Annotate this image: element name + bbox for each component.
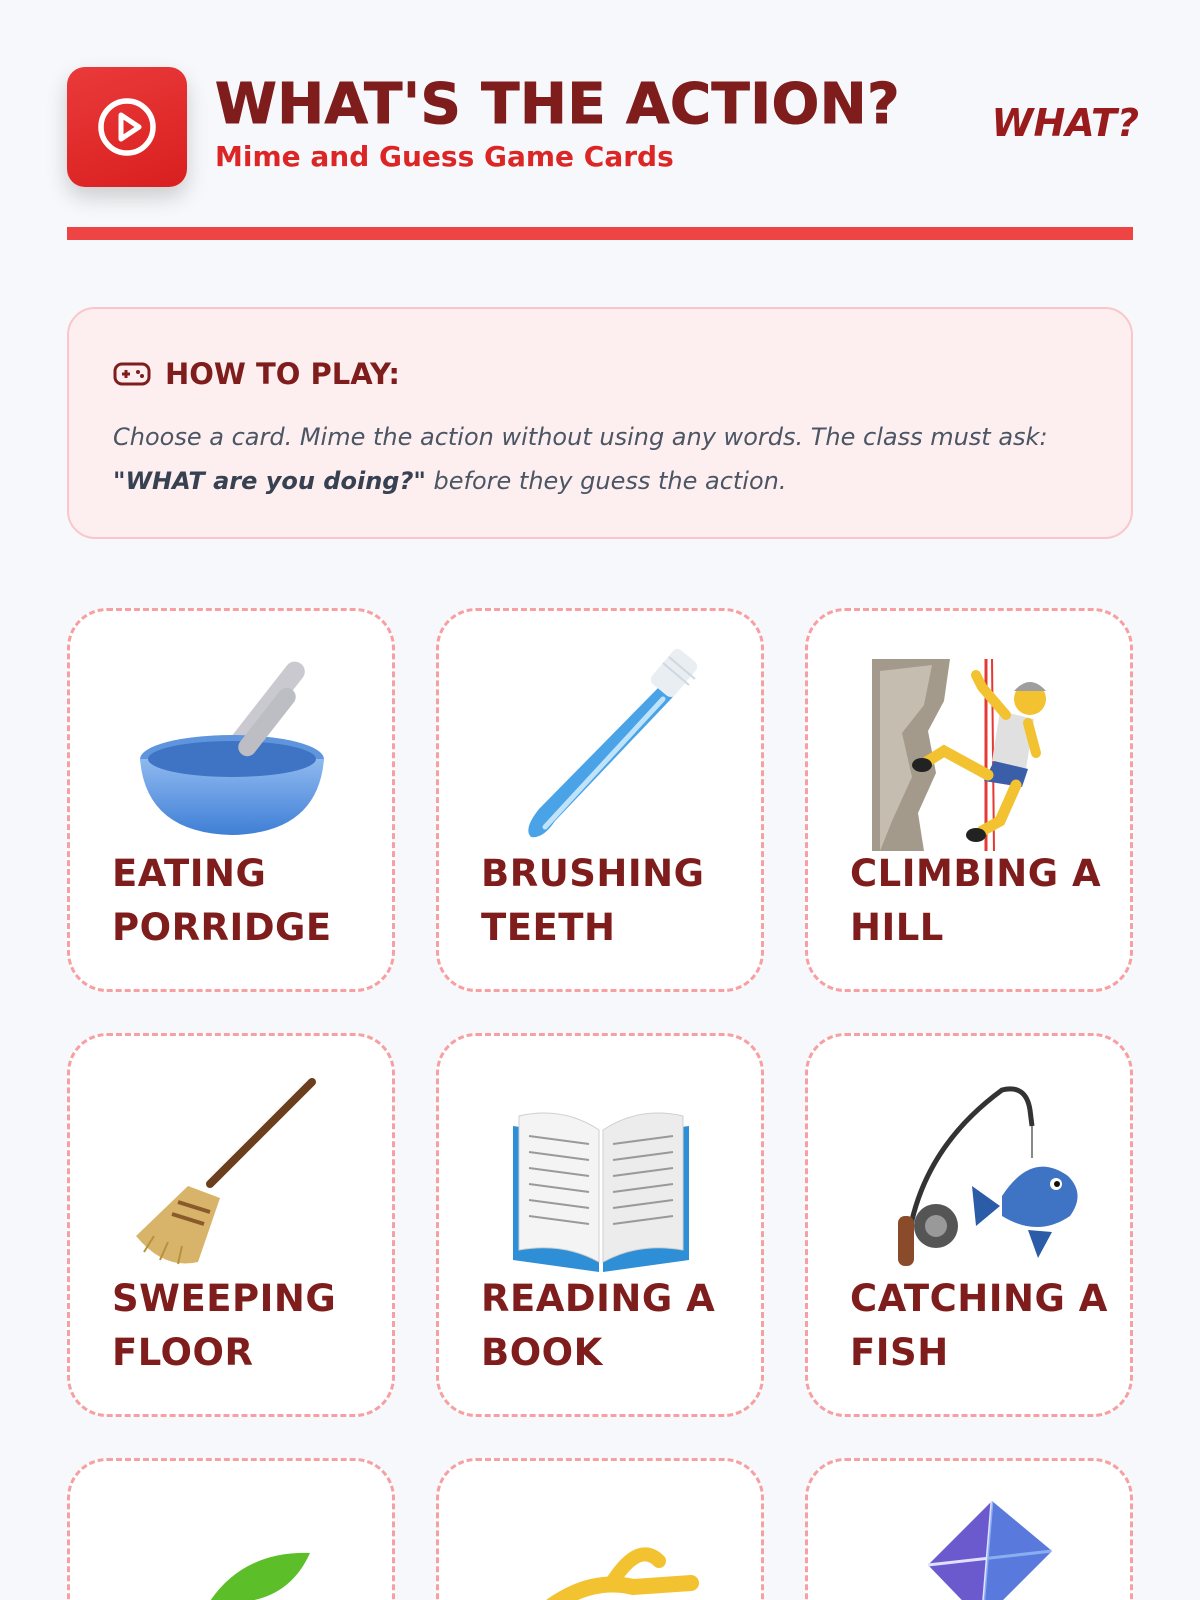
fishing-pole-icon [832, 1066, 1108, 1276]
play-circle-icon [95, 95, 159, 159]
action-card[interactable] [436, 1033, 764, 1417]
how-to-play-panel [67, 307, 1133, 539]
bowl-spoon-icon [94, 641, 370, 851]
play-logo [67, 67, 187, 187]
page-header [67, 67, 1139, 187]
rock-climber-icon [832, 641, 1108, 851]
open-book-icon [463, 1066, 739, 1276]
how-to-play-title: HOW TO PLAY: [165, 357, 401, 391]
kite-icon [832, 1491, 1108, 1600]
card-label: CATCHING A FISH [850, 1277, 1108, 1374]
swimmer-icon [463, 1491, 739, 1600]
action-card[interactable] [436, 1458, 764, 1600]
gamepad-icon [113, 359, 151, 389]
action-card[interactable] [67, 1033, 395, 1417]
action-card[interactable] [67, 608, 395, 992]
card-label: EATING PORRIDGE [112, 852, 332, 949]
action-card[interactable] [436, 608, 764, 992]
broom-icon [94, 1066, 370, 1276]
action-card[interactable] [805, 608, 1133, 992]
action-card[interactable] [805, 1033, 1133, 1417]
action-card[interactable] [805, 1458, 1133, 1600]
page-subtitle: Mime and Guess Game Cards [215, 140, 674, 173]
card-label: CLIMBING A HILL [850, 852, 1102, 949]
how-to-play-question: "WHAT are you doing?" [113, 467, 426, 495]
page-title: WHAT'S THE ACTION? [215, 72, 901, 137]
header-divider [67, 227, 1133, 240]
seedling-icon [94, 1491, 370, 1600]
card-label: BRUSHING TEETH [481, 852, 705, 949]
action-card[interactable] [67, 1458, 395, 1600]
how-to-play-text: Choose a card. Mime the action without using any words. The class must ask: "WHAT are you doing?" before they guess the action. [113, 423, 1048, 495]
what-badge: WHAT? [991, 101, 1139, 145]
card-label: SWEEPING FLOOR [112, 1277, 337, 1374]
card-label: READING A BOOK [481, 1277, 716, 1374]
toothbrush-icon [463, 641, 739, 851]
